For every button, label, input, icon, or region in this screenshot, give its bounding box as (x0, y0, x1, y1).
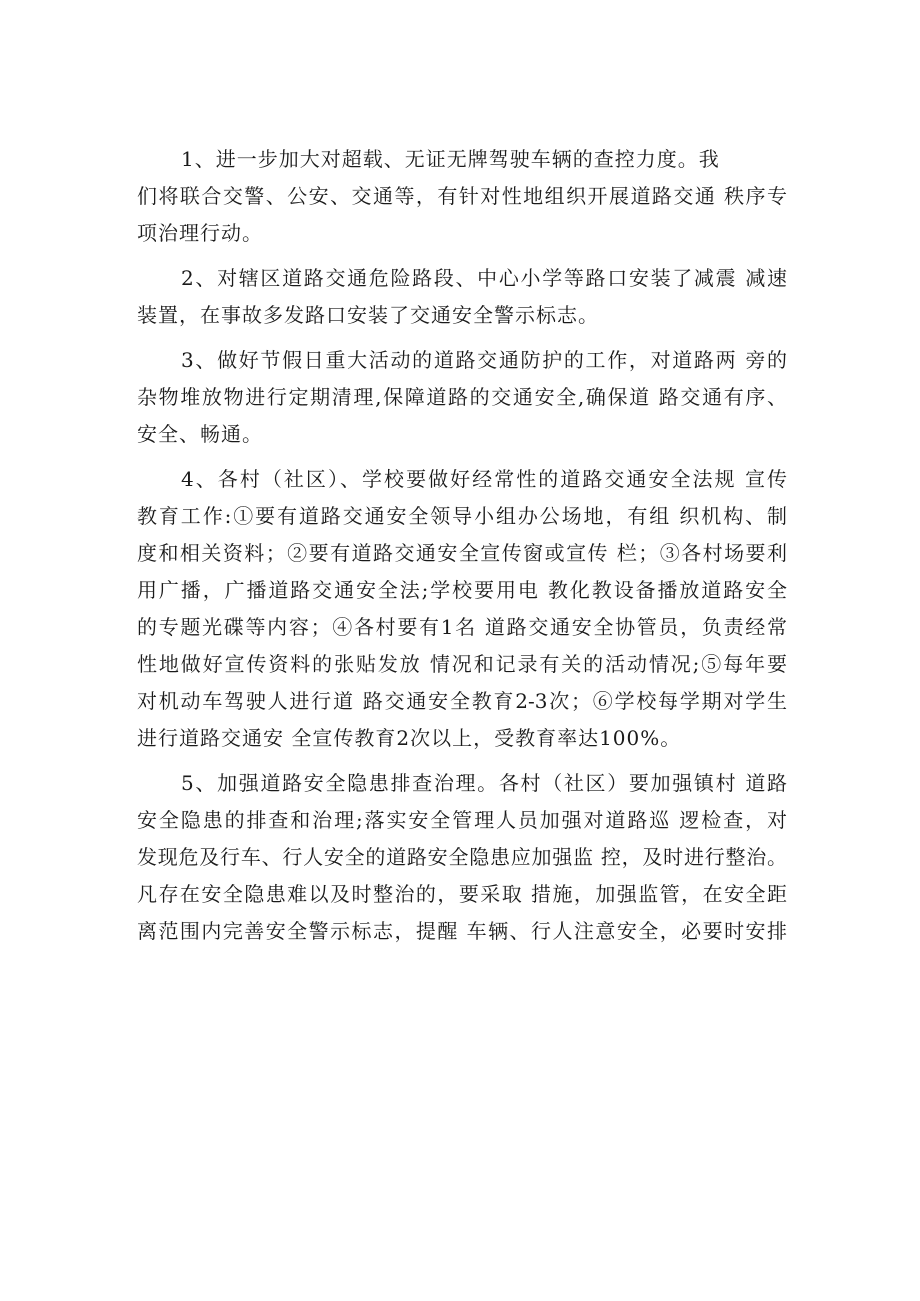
paragraph-line: 离范围内完善安全警示标志，提醒 车辆、行人注意安全，必要时安排 (137, 919, 787, 943)
document-body (137, 141, 787, 958)
paragraph-line: 5、加强道路安全隐患排查治理。各村（社区）要加强镇村 道路 (181, 771, 787, 795)
paragraph-line: 度和相关资料；②要有道路交通安全宣传窗或宣传 栏；③各村场要利 (137, 541, 787, 565)
paragraph-line: 用广播，广播道路交通安全法;学校要用电 教化教设备播放道路安全 (137, 578, 787, 602)
paragraph-line: 安全隐患的排查和治理;落实安全管理人员加强对道路巡 逻检查，对 (137, 808, 787, 832)
paragraph-line: 杂物堆放物进行定期清理,保障道路的交通安全,确保道 路交通有序、 (137, 385, 787, 409)
paragraph-3 (137, 342, 787, 453)
paragraph-line: 4、各村（社区）、学校要做好经常性的道路交通安全法规 宣传 (181, 467, 787, 491)
paragraph-2 (137, 260, 787, 334)
paragraph-line: 对机动车驾驶人进行道 路交通安全教育2-3次；⑥学校每学期对学生 (137, 689, 787, 713)
paragraph-5 (137, 765, 787, 950)
paragraph-line: 2、对辖区道路交通危险路段、中心小学等路口安装了减震 减速 (181, 266, 787, 290)
paragraph-line: 3、做好节假日重大活动的道路交通防护的工作，对道路两 旁的 (181, 348, 787, 372)
paragraph-line: 安全、畅通。 (137, 422, 263, 446)
paragraph-4 (137, 461, 787, 757)
paragraph-1 (137, 141, 787, 252)
paragraph-line: 们将联合交警、公安、交通等，有针对性地组织开展道路交通 秩序专 (137, 184, 787, 208)
paragraph-line: 进行道路交通安 全宣传教育2次以上，受教育率达100%。 (137, 726, 682, 750)
paragraph-line: 发现危及行车、行人安全的道路安全隐患应加强监 控，及时进行整治。 (137, 845, 787, 869)
paragraph-line: 教育工作:①要有道路交通安全领导小组办公场地，有组 织机构、制 (137, 504, 787, 528)
paragraph-line: 性地做好宣传资料的张贴发放 情况和记录有关的活动情况;⑤每年要 (137, 652, 787, 676)
paragraph-line: 项治理行动。 (137, 221, 263, 245)
paragraph-line: 1、进一步加大对超载、无证无牌驾驶车辆的查控力度。我 (181, 147, 720, 171)
paragraph-line: 凡存在安全隐患难以及时整治的，要采取 措施，加强监管，在安全距 (137, 882, 787, 906)
paragraph-line: 装置，在事故多发路口安装了交通安全警示标志。 (137, 303, 599, 327)
paragraph-line: 的专题光碟等内容；④各村要有1名 道路交通安全协管员，负责经常 (137, 615, 787, 639)
